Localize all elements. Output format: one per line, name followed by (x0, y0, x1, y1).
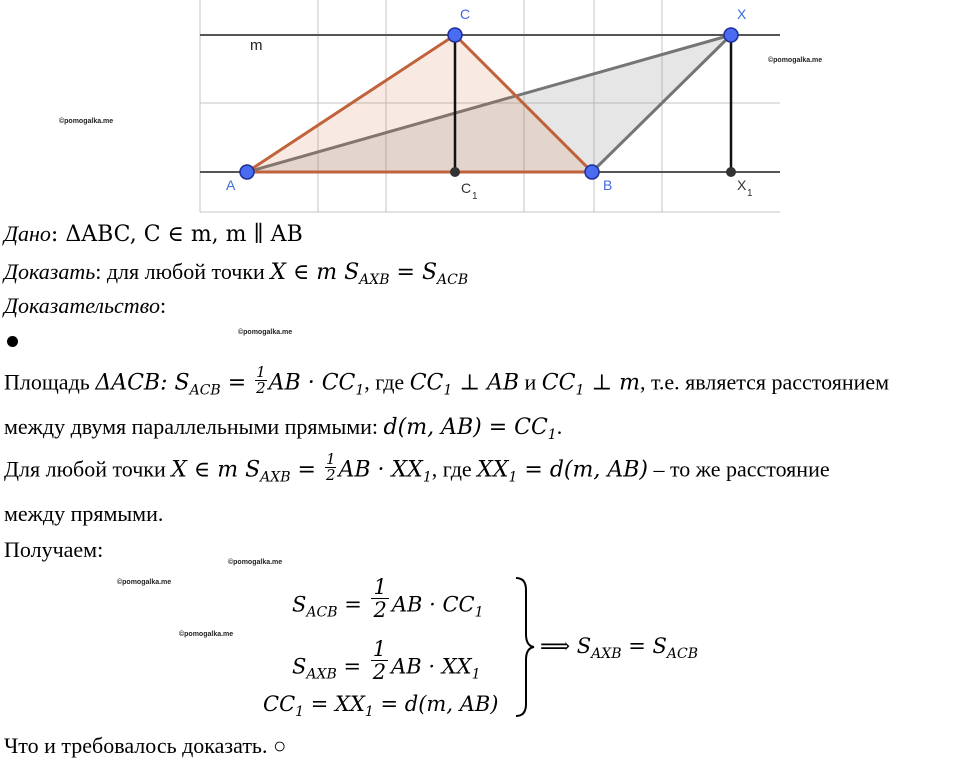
obtain-line: Получаем: (4, 537, 104, 562)
watermark: ©pomogalka.me (238, 329, 293, 336)
fraction-half: $\frac{1}{2}$ (325, 450, 336, 484)
fraction-half: $\frac{1}{2}$ (256, 363, 266, 397)
result: ⟹ $S_{AXB} = S_{ACB}$ (540, 634, 699, 662)
system-row-2: $S_{AXB}$ = $\frac{1}{2}$ AB · $XX_1$ (292, 637, 481, 684)
conclusion-line: Что и требовалось доказать. ○ (4, 733, 287, 758)
system-row-1: $S_{ACB}$ = $\frac{1}{2}$ AB · $CC_1$ (292, 575, 484, 622)
proof-label-line: Доказательство: (4, 293, 167, 318)
fraction-half: $\frac{1}{2}$ (372, 637, 387, 684)
label-c: C (460, 6, 471, 22)
label-b: B (603, 177, 613, 193)
point-x (724, 28, 738, 42)
prove-line: Доказать: для любой точки X ∈ m $S_{AXB} = S_{ACB}$ (4, 259, 469, 288)
watermark: ©pomogalka.me (228, 559, 283, 566)
label-c1-sub: 1 (472, 191, 478, 202)
fraction-half: $\frac{1}{2}$ (373, 575, 387, 622)
watermark: ©pomogalka.me (768, 57, 823, 64)
point-c (448, 28, 462, 42)
any-point-line-1: Для любой точки X ∈ m $S_{AXB}$ = $\frac{1}{2}$ AB · $XX_1$, где $XX_1 = d(m$, AB) – то же расстояние (4, 450, 830, 486)
geometry-figure (0, 0, 960, 215)
point-x1 (726, 167, 736, 177)
point-c1 (450, 167, 460, 177)
proof-label: Доказательство (4, 293, 160, 318)
prove-label: Доказать (4, 259, 96, 284)
any-point-line-2: между прямыми. (4, 501, 164, 526)
label-x1: X (737, 177, 747, 193)
given-text: : ΔABC, C ∈ m, m ∥ AB (50, 222, 303, 247)
bullet (7, 336, 18, 347)
area-line-2: между двумя параллельными прямыми: d(m, $AB) = CC_1$. (4, 414, 563, 443)
point-a (240, 165, 254, 179)
watermark: ©pomogalka.me (117, 579, 172, 586)
watermark: ©pomogalka.me (59, 118, 114, 125)
label-line-m: m (250, 37, 263, 54)
right-brace (512, 576, 536, 718)
point-b (585, 165, 599, 179)
label-x: X (737, 6, 747, 22)
label-c1: C (461, 180, 472, 196)
label-x1-sub: 1 (747, 188, 753, 199)
given-line (4, 221, 303, 247)
prove-text: : для любой точки (95, 259, 271, 284)
given-label: Дано (4, 221, 51, 246)
system-row-3: $CC_1 = XX_1 = d(m$, AB) (263, 692, 499, 720)
area-line-1: Площадь ΔACB: $S_{ACB}$ = $\frac{1}{2}$ AB · $CC_1$, где $CC_1$ ⊥ AB и $CC_1$ ⊥ m, т.е. является расстоянием (4, 363, 890, 399)
watermark: ©pomogalka.me (179, 631, 234, 638)
label-a: A (226, 177, 236, 193)
